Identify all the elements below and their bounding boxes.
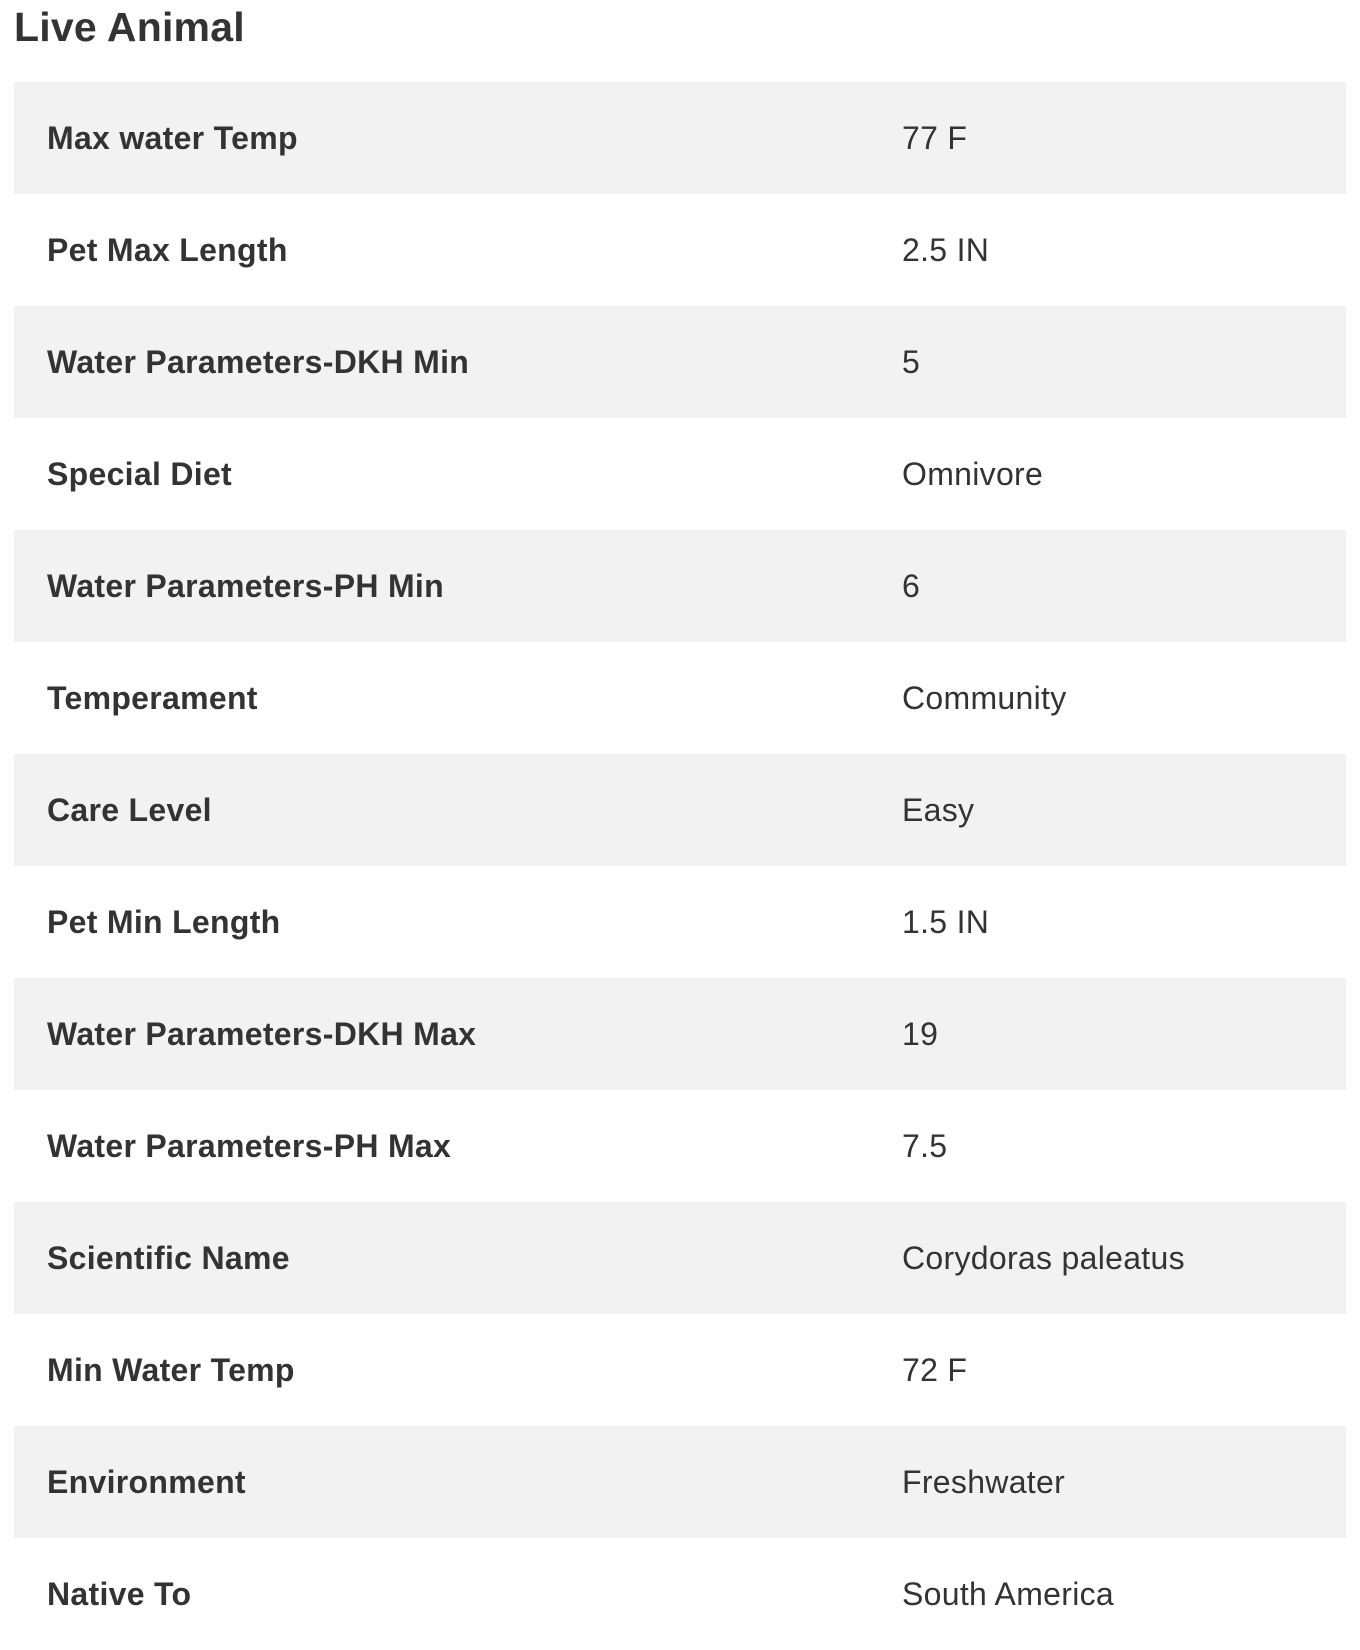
spec-table [14, 82, 1346, 1650]
spec-label: Care Level [47, 791, 212, 828]
spec-value: 5 [902, 343, 921, 380]
spec-row-ph-max [14, 1090, 1346, 1202]
spec-label: Scientific Name [47, 1239, 290, 1276]
section-title: Live Animal [14, 4, 245, 50]
spec-row-dkh-max [14, 978, 1346, 1090]
spec-row-temperament [14, 642, 1346, 754]
spec-value: Freshwater [902, 1463, 1066, 1500]
spec-row-max-water-temp [14, 82, 1346, 194]
spec-label: Special Diet [47, 455, 233, 492]
spec-value: Easy [902, 791, 975, 828]
spec-label: Min Water Temp [47, 1351, 295, 1388]
spec-row-environment [14, 1426, 1346, 1538]
spec-value: 2.5 IN [902, 231, 990, 268]
spec-row-pet-max-length [14, 194, 1346, 306]
spec-label: Native To [47, 1575, 192, 1612]
spec-value: Omnivore [902, 455, 1044, 492]
spec-label: Pet Min Length [47, 903, 281, 940]
spec-value: 19 [902, 1015, 939, 1052]
spec-row-dkh-min [14, 306, 1346, 418]
spec-label: Water Parameters-PH Max [47, 1127, 452, 1164]
spec-value: Corydoras paleatus [902, 1239, 1185, 1276]
spec-row-ph-min [14, 530, 1346, 642]
spec-value: 6 [902, 567, 921, 604]
spec-label: Max water Temp [47, 119, 298, 156]
spec-label: Temperament [47, 679, 258, 716]
spec-label: Pet Max Length [47, 231, 288, 268]
spec-row-min-water-temp [14, 1314, 1346, 1426]
spec-row-scientific-name [14, 1202, 1346, 1314]
spec-row-native-to [14, 1538, 1346, 1650]
spec-value: Community [902, 679, 1067, 716]
spec-value: 7.5 [902, 1127, 948, 1164]
spec-row-pet-min-length [14, 866, 1346, 978]
spec-row-special-diet [14, 418, 1346, 530]
spec-value: 1.5 IN [902, 903, 990, 940]
spec-label: Water Parameters-PH Min [47, 567, 444, 604]
spec-label: Environment [47, 1463, 246, 1500]
spec-row-care-level [14, 754, 1346, 866]
spec-label: Water Parameters-DKH Max [47, 1015, 477, 1052]
spec-value: 72 F [902, 1351, 968, 1388]
spec-value: South America [902, 1575, 1115, 1612]
spec-label: Water Parameters-DKH Min [47, 343, 470, 380]
spec-value: 77 F [902, 119, 968, 156]
